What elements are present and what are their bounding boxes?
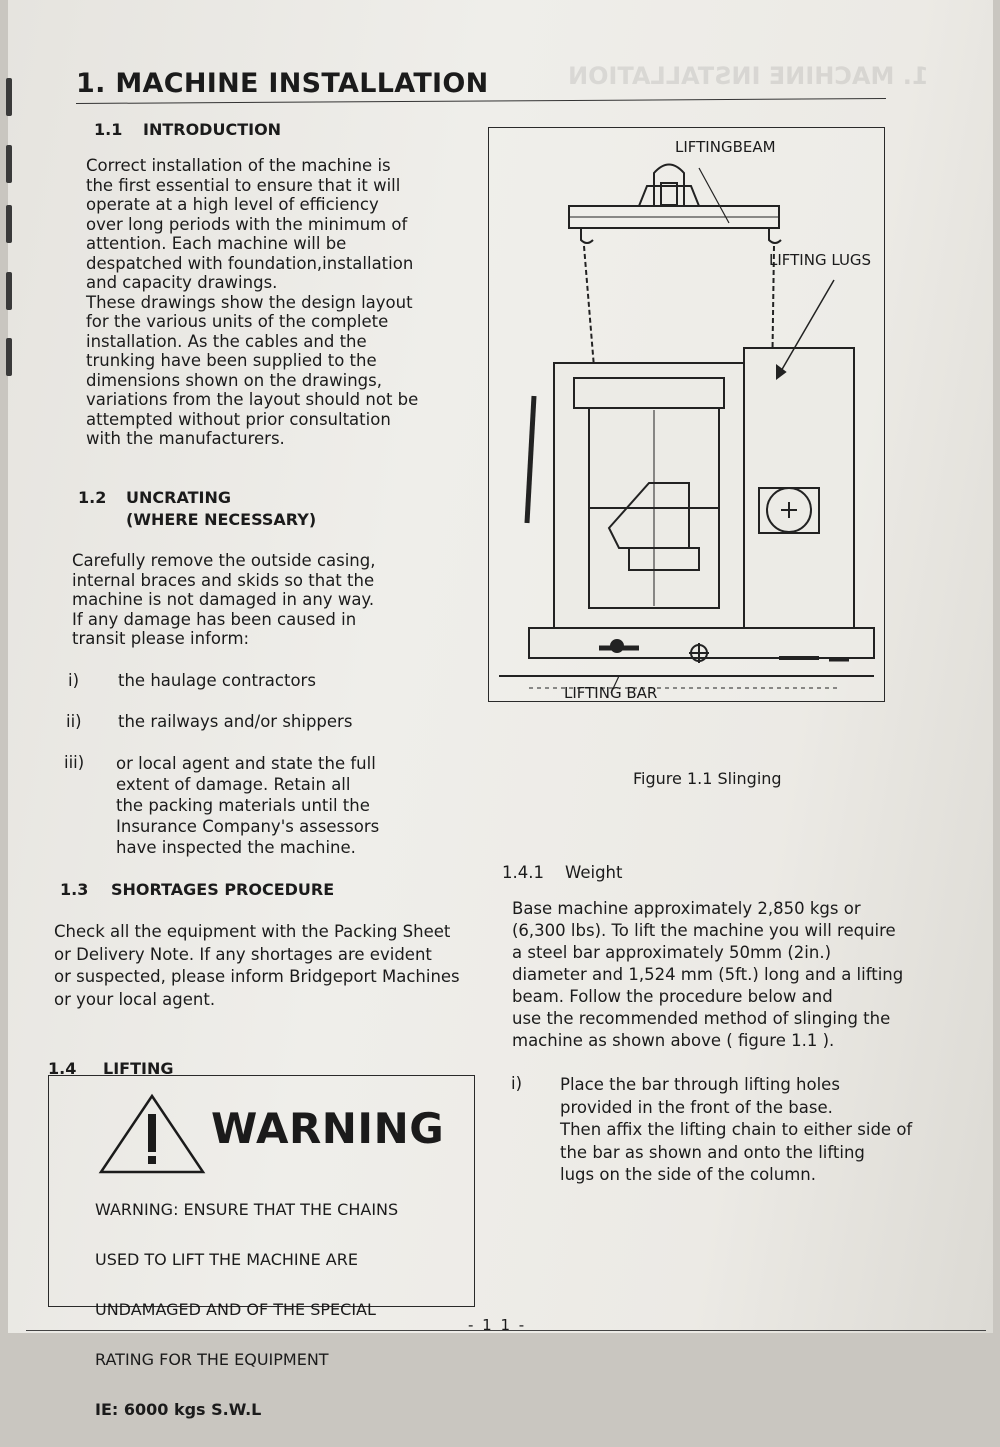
section-1-4-1-heading: Weight xyxy=(565,863,623,882)
text-line: diameter and 1,524 mm (5ft.) long and a lifting xyxy=(512,965,904,984)
text-line: Place the bar through lifting holes xyxy=(560,1075,840,1094)
section-1-3-number: 1.3 xyxy=(60,880,89,899)
text-line: or suspected, please inform Bridgeport Machines xyxy=(54,967,460,986)
section-1-4-number: 1.4 xyxy=(48,1059,77,1078)
list-item-text xyxy=(116,753,379,858)
section-1-1-heading: INTRODUCTION xyxy=(143,120,282,139)
text-line: a steel bar approximately 50mm (2in.) xyxy=(512,943,832,962)
text-line: have inspected the machine. xyxy=(116,838,356,857)
text-line: use the recommended method of slinging the xyxy=(512,1009,891,1028)
text-line: operate at a high level of efficiency xyxy=(86,195,379,214)
text-line: Base machine approximately 2,850 kgs or xyxy=(512,899,861,918)
section-1-3-heading: SHORTAGES PROCEDURE xyxy=(111,880,335,899)
section-1-2-heading: UNCRATING xyxy=(126,488,231,507)
text-line: attention. Each machine will be xyxy=(86,234,347,253)
text-line: WARNING: ENSURE THAT THE CHAINS xyxy=(95,1200,399,1219)
label-lifting-bar: LIFTING BAR xyxy=(564,684,658,702)
text-line: internal braces and skids so that the xyxy=(72,570,375,590)
text-line: Insurance Company's assessors xyxy=(116,817,380,836)
text-line: provided in the front of the base. xyxy=(560,1097,833,1117)
text-line: IE: 6000 kgs S.W.L xyxy=(95,1400,262,1419)
text-line: dimensions shown on the drawings, xyxy=(86,370,383,390)
text-line: beam. Follow the procedure below and xyxy=(512,987,833,1006)
text-line: RATING FOR THE EQUIPMENT xyxy=(95,1350,329,1369)
text-line: and capacity drawings. xyxy=(86,273,278,292)
text-line: or Delivery Note. If any shortages are evident xyxy=(54,944,432,964)
label-lifting-lugs: LIFTING LUGS xyxy=(769,251,872,269)
text-line: machine is not damaged in any way. xyxy=(72,590,375,609)
section-1-4-heading: LIFTING xyxy=(103,1059,174,1078)
text-line: despatched with foundation,installation xyxy=(86,253,414,273)
list-item-text: the railways and/or shippers xyxy=(118,712,353,731)
text-line: for the various units of the complete xyxy=(86,312,389,331)
text-line: transit please inform: xyxy=(72,629,250,648)
warning-text xyxy=(95,1172,398,1447)
text-line: Correct installation of the machine is xyxy=(86,156,391,175)
text-line: or your local agent. xyxy=(54,989,216,1009)
manual-page xyxy=(8,0,993,1419)
text-line: Then affix the lifting chain to either side of xyxy=(560,1120,913,1139)
text-line: USED TO LIFT THE MACHINE ARE xyxy=(95,1250,358,1269)
text-line: trunking have been supplied to the xyxy=(86,351,377,370)
section-1-3-body xyxy=(54,921,460,1011)
step-number: i) xyxy=(511,1074,523,1093)
section-1-2-body xyxy=(72,551,376,649)
section-1-2-subheading: (WHERE NECESSARY) xyxy=(126,510,317,529)
warning-title: WARNING xyxy=(211,1104,445,1153)
text-line: These drawings show the design layout xyxy=(86,292,413,312)
text-line: variations from the layout should not be xyxy=(86,390,419,409)
page-title: 1. MACHINE INSTALLATION xyxy=(76,68,489,99)
text-line: UNDAMAGED AND OF THE SPECIAL xyxy=(95,1300,376,1319)
list-item-number: iii) xyxy=(64,753,85,772)
page-number: - 1 1 - xyxy=(468,1316,527,1334)
warning-box xyxy=(48,1075,475,1419)
figure-1-1 xyxy=(488,127,885,702)
step-text xyxy=(560,1074,912,1187)
reverse-show-through: 1. MACHINE INSTALLATION xyxy=(568,62,929,90)
text-line: Check all the equipment with the Packing Sheet xyxy=(54,922,451,941)
text-line: attempted without prior consultation xyxy=(86,409,391,429)
section-1-2-number: 1.2 xyxy=(78,488,107,507)
slinging-diagram xyxy=(489,128,884,701)
section-1-4-1-number: 1.4.1 xyxy=(502,863,544,882)
text-line: with the manufacturers. xyxy=(86,429,285,448)
text-line: the first essential to ensure that it will xyxy=(86,175,401,195)
list-item-text: the haulage contractors xyxy=(118,671,316,690)
text-line: installation. As the cables and the xyxy=(86,331,367,351)
text-line: the packing materials until the xyxy=(116,796,370,815)
text-line: extent of damage. Retain all xyxy=(116,775,351,794)
text-line: lugs on the side of the column. xyxy=(560,1165,816,1184)
figure-caption: Figure 1.1 Slinging xyxy=(633,769,782,788)
label-lifting-beam: LIFTINGBEAM xyxy=(675,138,776,156)
text-line: Carefully remove the outside casing, xyxy=(72,551,376,570)
text-line: machine as shown above ( figure 1.1 ). xyxy=(512,1031,835,1050)
warning-triangle-icon xyxy=(97,1092,207,1176)
text-line: (6,300 lbs). To lift the machine you will require xyxy=(512,921,896,940)
text-line: If any damage has been caused in xyxy=(72,609,357,629)
section-1-4-1-body xyxy=(512,898,903,1052)
section-1-1-body xyxy=(86,156,418,449)
section-1-1-number: 1.1 xyxy=(94,120,123,139)
list-item-number: ii) xyxy=(66,712,82,731)
text-line: the bar as shown and onto the lifting xyxy=(560,1142,865,1162)
text-line: or local agent and state the full xyxy=(116,754,376,773)
text-line: over long periods with the minimum of xyxy=(86,214,408,234)
list-item-number: i) xyxy=(68,671,80,690)
